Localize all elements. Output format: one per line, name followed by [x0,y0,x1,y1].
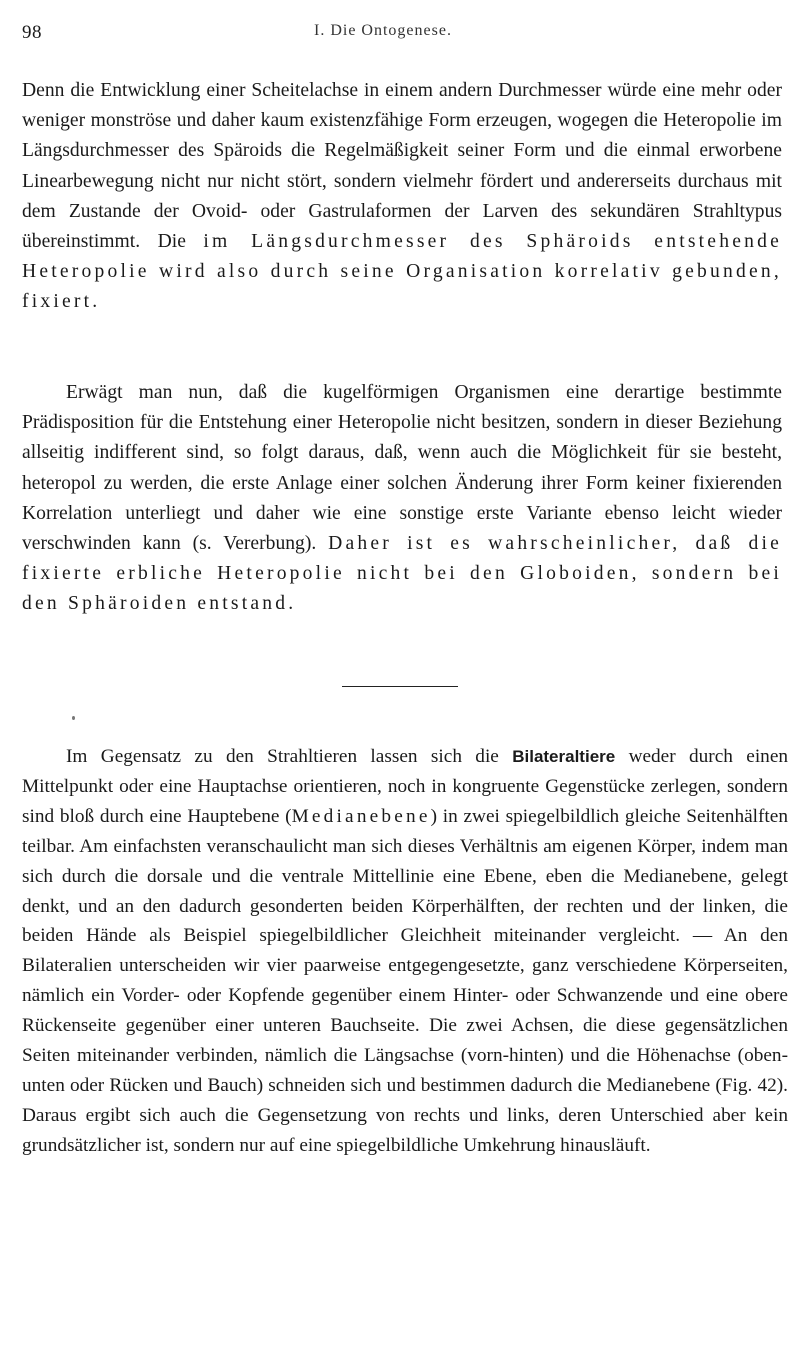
paragraph-text: Im Gegensatz zu den Strahltieren lassen sich die [66,746,513,767]
emphasized-text: Daher ist es wahrscheinlicher, daß die fixierte erbliche Heteropolie nicht bei den Globoiden, sondern bei den Sphäroiden entstand. [22,533,782,615]
paragraph-kugelfoermige-organismen [22,378,782,620]
emphasized-term: Medianebene [291,805,431,827]
bold-term: Bilateraltiere [512,747,616,766]
emphasized-text: im Längsdurchmesser des Sphäroids entstehende Heteropolie wird also durch seine Organisation korrelativ gebunden, fixiert. [22,231,782,313]
print-speck [72,716,75,720]
page-header [22,22,782,52]
paragraph-bilateraltiere [22,742,788,1161]
section-divider [342,686,458,687]
page-number: 98 [22,22,42,43]
paragraph-heteropolie-sphaeroid [22,76,782,318]
paragraph-text: ) in zwei spiegelbildlich gleiche Seitenhälften teilbar. Am einfachsten veranschaulicht man sich dieses Verhältnis am eigenen Körper, indem man sich durch die dorsale und die ventrale Mittellinie eine Ebene, eben die Medianebene, gelegt denkt, und an den dadurch gesonderten beiden Körperhälften, der rechten und der linken, die beiden Hände als Beispiel spiegelbildlicher Gleichheit miteinander vergleicht. — An den Bilateralien unterscheiden wir vier paarweise entgegengesetzte, ganz verschiedene Körperseiten, nämlich ein Vorder- oder Kopfende gegenüber einem Hinter- oder Schwanzende und eine obere Rückenseite gegenüber einer unteren Bauchseite. Die zwei Achsen, die diese gegensätzlichen Seiten miteinander verbinden, nämlich die Längsachse (vorn-hinten) und die Höhenachse (oben-unten oder Rücken und Bauch) schneiden sich und bestimmen dadurch die Medianebene (Fig. 42). Daraus ergibt sich auch die Gegensetzung von rechts und links, deren Unterschied aber kein grundsätzlicher ist, sondern nur auf eine spiegelbildliche Umkehrung hinausläuft. [22,805,788,1156]
running-head: I. Die Ontogenese. [314,22,452,39]
paragraph-text: Erwägt man nun, daß die kugelförmigen Organismen eine derartige bestimmte Prädisposition für die Entstehung einer Heteropolie nicht besitzen, sondern in dieser Beziehung allseitig indifferent sind, so folgt daraus, daß, wenn auch die Möglichkeit für sie besteht, heteropol zu werden, die erste Anlage einer solchen Änderung ihrer Form keiner fixierenden Korrelation unterliegt und daher wie eine sonstige erste Variante ebenso leicht wieder verschwinden kann (s. Vererbung). [22,382,782,555]
paragraph-text: Denn die Entwicklung einer Scheitelachse in einem andern Durchmesser würde eine mehr oder weniger monströse und daher kaum existenzfähige Form erzeugen, wogegen die Heteropolie im Längsdurchmesser des Späroids die Regelmäßigkeit seiner Form und die einmal erworbene Linearbewegung nicht nur nicht stört, sondern vielmehr fördert und andererseits durchaus mit dem Zustande der Ovoid- oder Gastrulaformen der Larven des sekundären Strahltypus übereinstimmt. Die [22,80,782,253]
paragraph-text: weder durch einen Mittelpunkt oder eine Hauptachse orientieren, noch in kongruente Gegenstücke zerlegen, sondern sind bloß durch eine Hauptebene ( [22,746,789,827]
